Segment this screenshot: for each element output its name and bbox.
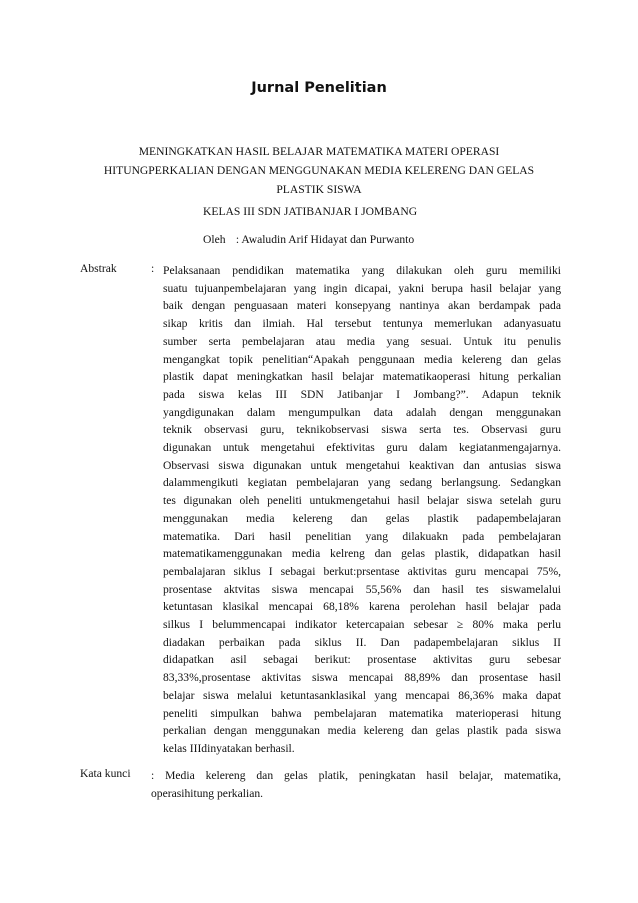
text-line: : Media kelereng dan gelas platik, peningkatan hasil belajar, matematika,: [151, 769, 561, 782]
text-line: pada siswa kelas III SDN Jatibanjar I Jombang?”. Adapun teknik: [163, 387, 561, 401]
text-line: 83,33%,prosentase aktivitas siswa mencapai 88,89% dan prosentase hasil: [163, 671, 561, 685]
keywords-label: Kata kunci: [80, 767, 131, 780]
text-line: plastik dapat meningkatkan hasil belajar matematikaoperasi hitung perkalian: [163, 370, 561, 384]
author-label: Oleh: [203, 233, 226, 246]
author-line: [203, 233, 414, 246]
abstract-body: [163, 262, 561, 758]
text-line: teknik observasi guru, teknikobservasi siswa serta tes. Observasi guru: [163, 423, 561, 437]
text-line: ketuntasan klasikal mencapai 68,18% karena perolehan hasil belajar pada: [163, 600, 561, 614]
abstract-label: Abstrak: [80, 262, 117, 275]
text-line: pembalajaran siklus I sebagai berkut:prsentase aktivitas guru mencapai 75%,: [163, 564, 561, 578]
text-line: mengangkat topik penelitian“Apakah penggunaan media kelereng dan gelas: [163, 352, 561, 366]
text-line: silkus I belummencapai indikator ketercapaian sebesar ≥ 80% maka perlu: [163, 618, 561, 632]
abstract-colon: :: [151, 262, 155, 275]
text-line: belajar siswa melalui ketuntasanklasikal yang mencapai 86,36% maka dapat: [163, 688, 561, 702]
paper-title-line: HITUNGPERKALIAN DENGAN MENGGUNAKAN MEDIA KELERENG DAN GELAS: [103, 164, 535, 177]
text-line: Pelaksanaan pendidikan matematika yang dilakukan oleh guru memiliki: [163, 264, 561, 277]
class-line: KELAS III SDN JATIBANJAR I JOMBANG: [203, 205, 418, 218]
text-line: yangdigunakan dalam mengumpulkan data adalah dengan menggunakan: [163, 405, 561, 419]
text-line: digunakan untuk mengetahui efektivitas guru dalam kegiatanmengajarnya.: [163, 441, 561, 455]
text-line: kelas IIIdinyatakan berhasil.: [163, 741, 295, 755]
text-line: peneliti simpulkan bahwa pembelajaran matematika materioperasi hitung: [163, 706, 561, 720]
text-line: Observasi siswa digunakan untuk mengetahui keaktivan dan antusias siswa: [163, 458, 561, 472]
paper-title: [60, 142, 578, 199]
text-line: menggunakan media kelereng dan gelas plastik padapembelajaran: [163, 511, 561, 525]
text-line: tes digunakan oleh peneliti untukmengetahui hasil belajar siswa setelah guru: [163, 494, 561, 508]
text-line: suatu tujuanpembelajaran yang ingin dicapai, yakni berupa hasil belajar yang: [163, 281, 561, 295]
text-line: prosentase aktvitas siswa mencapai 55,56% dan hasil tes siswamelalui: [163, 582, 561, 596]
text-line: operasihitung perkalian.: [151, 786, 264, 800]
text-line: baik dengan penguasaan materi konsepyang nantinya akan berdampak pada: [163, 299, 561, 313]
author-names: : Awaludin Arif Hidayat dan Purwanto: [235, 233, 415, 246]
keywords-body: [151, 767, 561, 802]
text-line: didapatkan asil sebagai berikut: prosentase aktivitas guru sebesar: [163, 653, 561, 667]
text-line: matematikamenggunakan media kelreng dan gelas plastik, didapatkan hasil: [163, 547, 561, 561]
text-line: matematika. Dari hasil penelitian yang dilakuakn pada pembelajaran: [163, 529, 561, 543]
text-line: diadakan perbaikan pada siklus II. Dan padapembelajaran siklus II: [163, 635, 561, 649]
text-line: sikap kritis dan ilmiah. Hal tersebut tentunya memerlukan adanyasuatu: [163, 317, 561, 331]
paper-title-line: PLASTIK SISWA: [276, 183, 362, 196]
journal-title: Jurnal Penelitian: [251, 80, 387, 96]
text-line: perkalian dengan menggunakan media kelereng dan gelas plastik pada siswa: [163, 724, 561, 738]
paper-title-line: MENINGKATKAN HASIL BELAJAR MATEMATIKA MATERI OPERASI: [138, 145, 500, 158]
text-line: dalammengikuti kegiatan pembelajaran yang sedang berlangsung. Sedangkan: [163, 476, 561, 490]
text-line: sumber serta pembelajaran atau media yang sesuai. Untuk itu penulis: [163, 334, 561, 348]
